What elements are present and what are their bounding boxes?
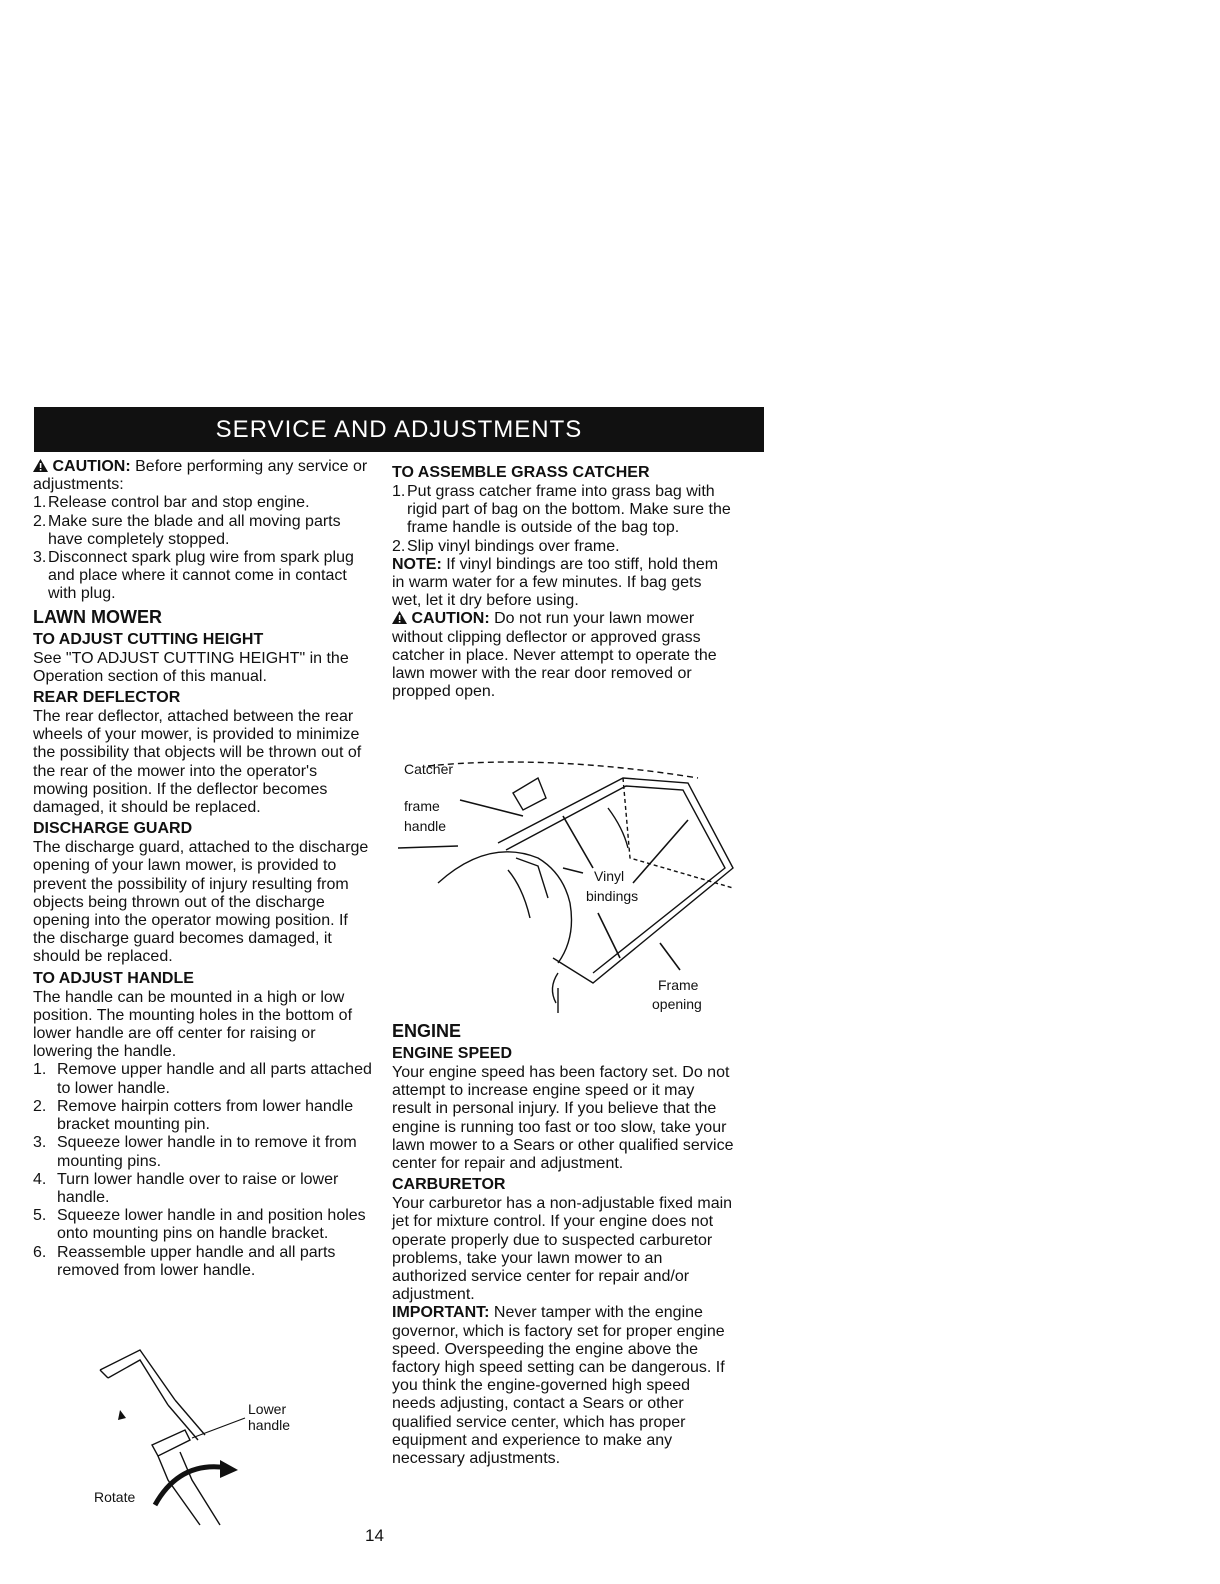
- list-item: 1. Remove upper handle and all parts attached to lower handle.: [33, 1061, 372, 1097]
- caution-text: Before performing any service or adjustments:: [33, 458, 368, 494]
- list-item: 3. Squeeze lower handle in to remove it from mounting pins.: [33, 1134, 357, 1170]
- list-item: 2. Remove hairpin cotters from lower handle bracket mounting pin.: [33, 1097, 354, 1134]
- discharge-guard-heading: DISCHARGE GUARD: [33, 820, 193, 838]
- frame-label: frame: [404, 798, 440, 814]
- adjust-handle-text: The handle can be mounted in a high or low position. The mounting holes in the bottom of lower handle are off center for raising or lowering the handle.: [33, 988, 353, 1061]
- adjust-handle-heading: TO ADJUST HANDLE: [33, 969, 194, 987]
- warning-triangle-icon: [392, 610, 411, 627]
- list-item: 1. Put grass catcher frame into grass bag with rigid part of bag on the bottom. Make sure the frame handle is outside of the bag top.: [392, 483, 731, 537]
- section-title: SERVICE AND ADJUSTMENTS: [215, 415, 583, 443]
- right-column-bottom: [392, 1018, 737, 1468]
- caution-paragraph-2: [392, 610, 732, 701]
- list-item: 2. Make sure the blade and all moving parts have completely stopped.: [33, 512, 341, 548]
- left-column: [33, 458, 373, 1280]
- discharge-guard-text: The discharge guard, attached to the discharge opening of your lawn mower, is provided to prevent the possibility of injury resulting from objects being thrown out of the discharge opening into the operator mowing position. If the discharge guard becomes damaged, it should be replaced.: [33, 839, 369, 966]
- catcher-label: Catcher: [404, 761, 454, 777]
- rear-deflector-text: The rear deflector, attached between the rear wheels of your mower, is provided to minimize the possibility that objects will be thrown out of the rear of the mower into the operator's mowing position. If the deflector becomes damaged, it should be replaced.: [33, 708, 362, 817]
- vinyl-label: Vinyl: [594, 868, 625, 884]
- page-number: 14: [365, 1526, 384, 1545]
- engine-speed-heading: ENGINE SPEED: [392, 1045, 513, 1062]
- engine-speed-text: Your engine speed has been factory set. Do not attempt to increase engine speed or it may result in personal injury. If you believe that the engine is running too fast or too slow, take your lawn mower to a Sears or other qualified service center for repair and adjustment.: [392, 1064, 734, 1173]
- bindings-label: bindings: [586, 888, 639, 904]
- handle-label-2: handle: [404, 818, 447, 834]
- note-label: NOTE:: [392, 555, 442, 573]
- list-item: 5. Squeeze lower handle in and position holes onto mounting pins on handle bracket.: [33, 1207, 366, 1243]
- caution-label: CAUTION:: [52, 458, 131, 475]
- rotate-label: Rotate: [94, 1489, 136, 1505]
- caution-label-2: CAUTION:: [411, 610, 490, 628]
- lawn-mower-heading: LAWN MOWER: [33, 606, 162, 627]
- note-paragraph: [392, 556, 732, 611]
- note-text: If vinyl bindings are too stiff, hold them in warm water for a few minutes. If bag gets wet, let it dry before using.: [392, 555, 719, 610]
- cut-height-text: See "TO ADJUST CUTTING HEIGHT" in the Operation section of this manual.: [33, 649, 349, 685]
- cut-height-heading: TO ADJUST CUTTING HEIGHT: [33, 630, 264, 648]
- right-column-top: [392, 461, 732, 701]
- caution-steps: [33, 494, 373, 603]
- list-item: 1. Release control bar and stop engine.: [33, 494, 310, 512]
- lower-handle-figure: [80, 1330, 320, 1530]
- lower-label: Lower: [248, 1401, 287, 1417]
- carburetor-heading: CARBURETOR: [392, 1176, 506, 1194]
- important-text: Never tamper with the engine governor, which is factory set for proper engine speed. Overspeeding the engine above the factory high speed setting can be dangerous. If you think the engine-governed high speed needs adjusting, contact a Sears or other qualified service center, which has proper equipment and experience to make any necessary adjustments.: [392, 1304, 725, 1468]
- engine-heading: ENGINE: [392, 1021, 462, 1041]
- section-banner: [34, 407, 764, 452]
- warning-triangle-icon: [33, 458, 52, 475]
- grass-catcher-steps: [392, 483, 732, 556]
- handle-steps: [33, 1061, 373, 1279]
- caution-text-2: Do not run your lawn mower without clipping deflector or approved grass catcher in place. Never attempt to operate the lawn mower with the rear door removed or propped open.: [392, 610, 717, 701]
- list-item: 6. Reassemble upper handle and all parts removed from lower handle.: [33, 1243, 336, 1279]
- list-item: 3. Disconnect spark plug wire from spark plug and place where it cannot come in contact with plug.: [33, 549, 354, 603]
- grass-catcher-figure: [398, 758, 743, 1018]
- frame2-label: Frame: [658, 977, 699, 993]
- important-paragraph: [392, 1304, 737, 1468]
- list-item: 2. Slip vinyl bindings over frame.: [392, 537, 620, 555]
- caution-paragraph: [33, 458, 373, 494]
- carburetor-text: Your carburetor has a non-adjustable fixed main jet for mixture control. If your engine does not operate properly due to suspected carburetor problems, take your lawn mower to an authorized service center for repair and/or adjustment.: [392, 1195, 733, 1304]
- grass-catcher-heading: TO ASSEMBLE GRASS CATCHER: [392, 464, 650, 481]
- rear-deflector-heading: REAR DEFLECTOR: [33, 689, 181, 707]
- opening-label: opening: [652, 996, 702, 1012]
- important-label: IMPORTANT:: [392, 1304, 490, 1322]
- list-item: 4. Turn lower handle over to raise or lower handle.: [33, 1170, 339, 1206]
- handle-label: handle: [248, 1417, 291, 1433]
